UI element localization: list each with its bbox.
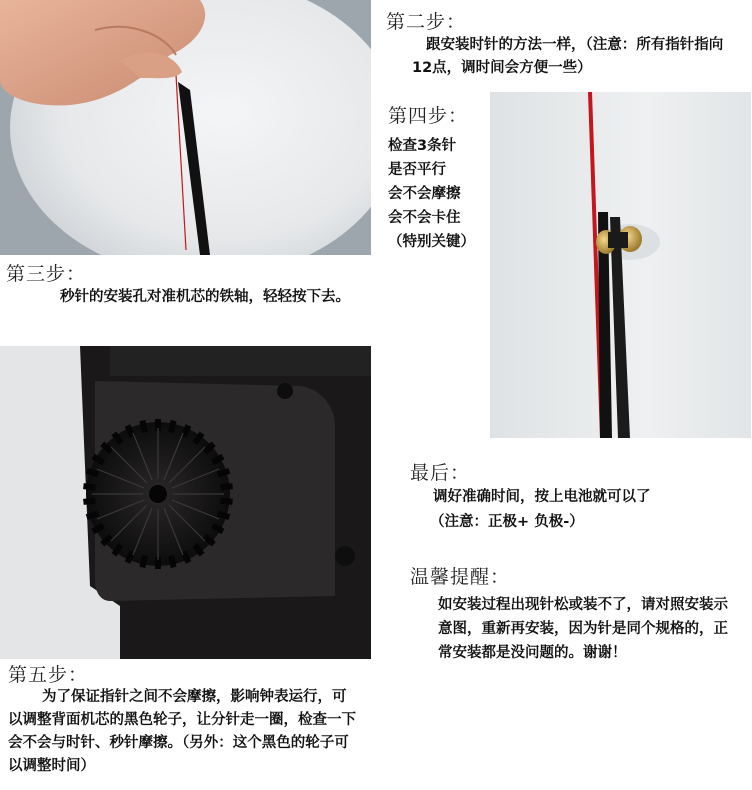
final-heading: 最后：	[410, 462, 471, 484]
step2-text: 跟安装时针的方法一样，（注意：所有指针指向12点，调时间会方便一些）	[412, 37, 724, 76]
step2-heading: 第二步：	[386, 11, 467, 33]
step3-text: 秒针的安装孔对准机芯的铁轴，轻轻按下去。	[60, 289, 350, 305]
step4-line: 会不会摩擦	[388, 186, 461, 202]
step3-heading: 第三步：	[6, 263, 87, 285]
photo-clock-movement	[0, 346, 371, 659]
step4-line: 会不会卡住	[388, 210, 461, 226]
step5-heading: 第五步：	[8, 664, 89, 686]
reminder-heading: 温馨提醒：	[410, 566, 511, 588]
step4-line: 检查3条针	[388, 138, 457, 154]
step5-text: 为了保证指针之间不会摩擦，影响钟表运行，可以调整背面机芯的黑色轮子，让分针走一圈，检查一下会不会与时针、秒针摩擦。（另外：这个黑色的轮子可以调整时间）	[8, 689, 356, 774]
photo-second-hand-install	[0, 0, 371, 255]
reminder-text: 如安装过程出现针松或装不了，请对照安装示意图，重新再安装，因为针是同个规格的，正常安装都是没问题的。谢谢！	[438, 597, 728, 661]
step4-line: 是否平行	[388, 162, 446, 178]
photo-hands-side-view	[490, 92, 751, 438]
final-line2: （注意：正极+ 负极-）	[430, 514, 584, 530]
step4-lines	[388, 134, 498, 254]
step4-line: （特别关键）	[388, 234, 475, 250]
final-line1: 调好准确时间，按上电池就可以了	[433, 489, 651, 505]
step4-heading: 第四步：	[388, 105, 469, 127]
